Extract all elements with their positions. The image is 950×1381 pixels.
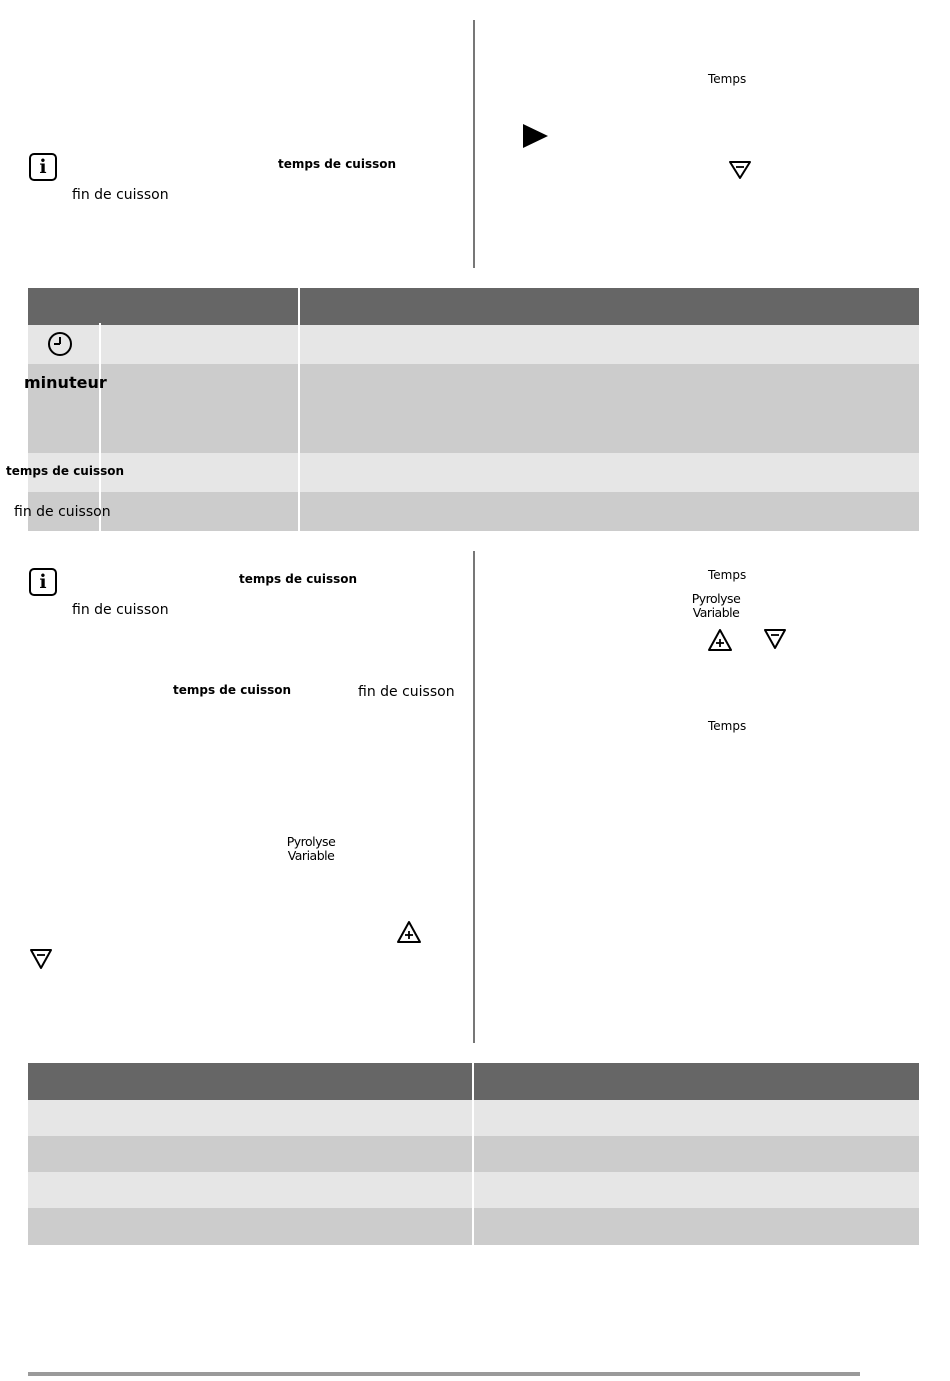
minus-triangle-icon [763, 628, 787, 650]
row-label-end-time: fin de cuisson [14, 504, 111, 520]
table-1 [28, 288, 919, 531]
pyrolyse-variable-label [282, 835, 340, 863]
table-column-divider [298, 288, 300, 531]
term-temps: Temps [708, 719, 747, 733]
column-divider-top [473, 20, 475, 268]
table-2 [28, 1063, 919, 1245]
variable-label: Variable [287, 848, 335, 863]
info-icon: i [29, 568, 57, 596]
table-column-divider [472, 1063, 474, 1245]
term-end-time: fin de cuisson [72, 187, 169, 203]
term-temps: Temps [708, 72, 747, 86]
term-cooking-time: temps de cuisson [239, 572, 358, 586]
table-row [28, 492, 919, 531]
row-label-minuteur: minuteur [24, 373, 107, 392]
play-icon [523, 124, 549, 150]
term-end-time: fin de cuisson [358, 684, 455, 700]
plus-triangle-icon [396, 920, 422, 944]
term-temps: Temps [708, 568, 747, 582]
table-row [28, 453, 919, 492]
pyrolyse-variable-label [687, 592, 745, 620]
minus-triangle-icon [29, 948, 53, 970]
term-cooking-time: temps de cuisson [278, 157, 397, 171]
footer-bar [28, 1372, 860, 1376]
table-1-header [28, 288, 919, 325]
info-icon: i [29, 153, 57, 181]
pyrolyse-label: Pyrolyse [691, 591, 741, 606]
variable-label: Variable [692, 605, 740, 620]
column-divider-bottom [473, 551, 475, 1043]
table-icon-divider [99, 323, 101, 531]
minus-triangle-icon [728, 160, 752, 180]
table-row [28, 364, 919, 453]
plus-triangle-icon [707, 628, 733, 652]
row-label-cooking-time: temps de cuisson [6, 464, 125, 478]
pyrolyse-label: Pyrolyse [286, 834, 336, 849]
clock-icon [47, 331, 73, 357]
term-cooking-time: temps de cuisson [173, 683, 292, 697]
term-end-time: fin de cuisson [72, 602, 169, 618]
table-row [28, 325, 919, 364]
